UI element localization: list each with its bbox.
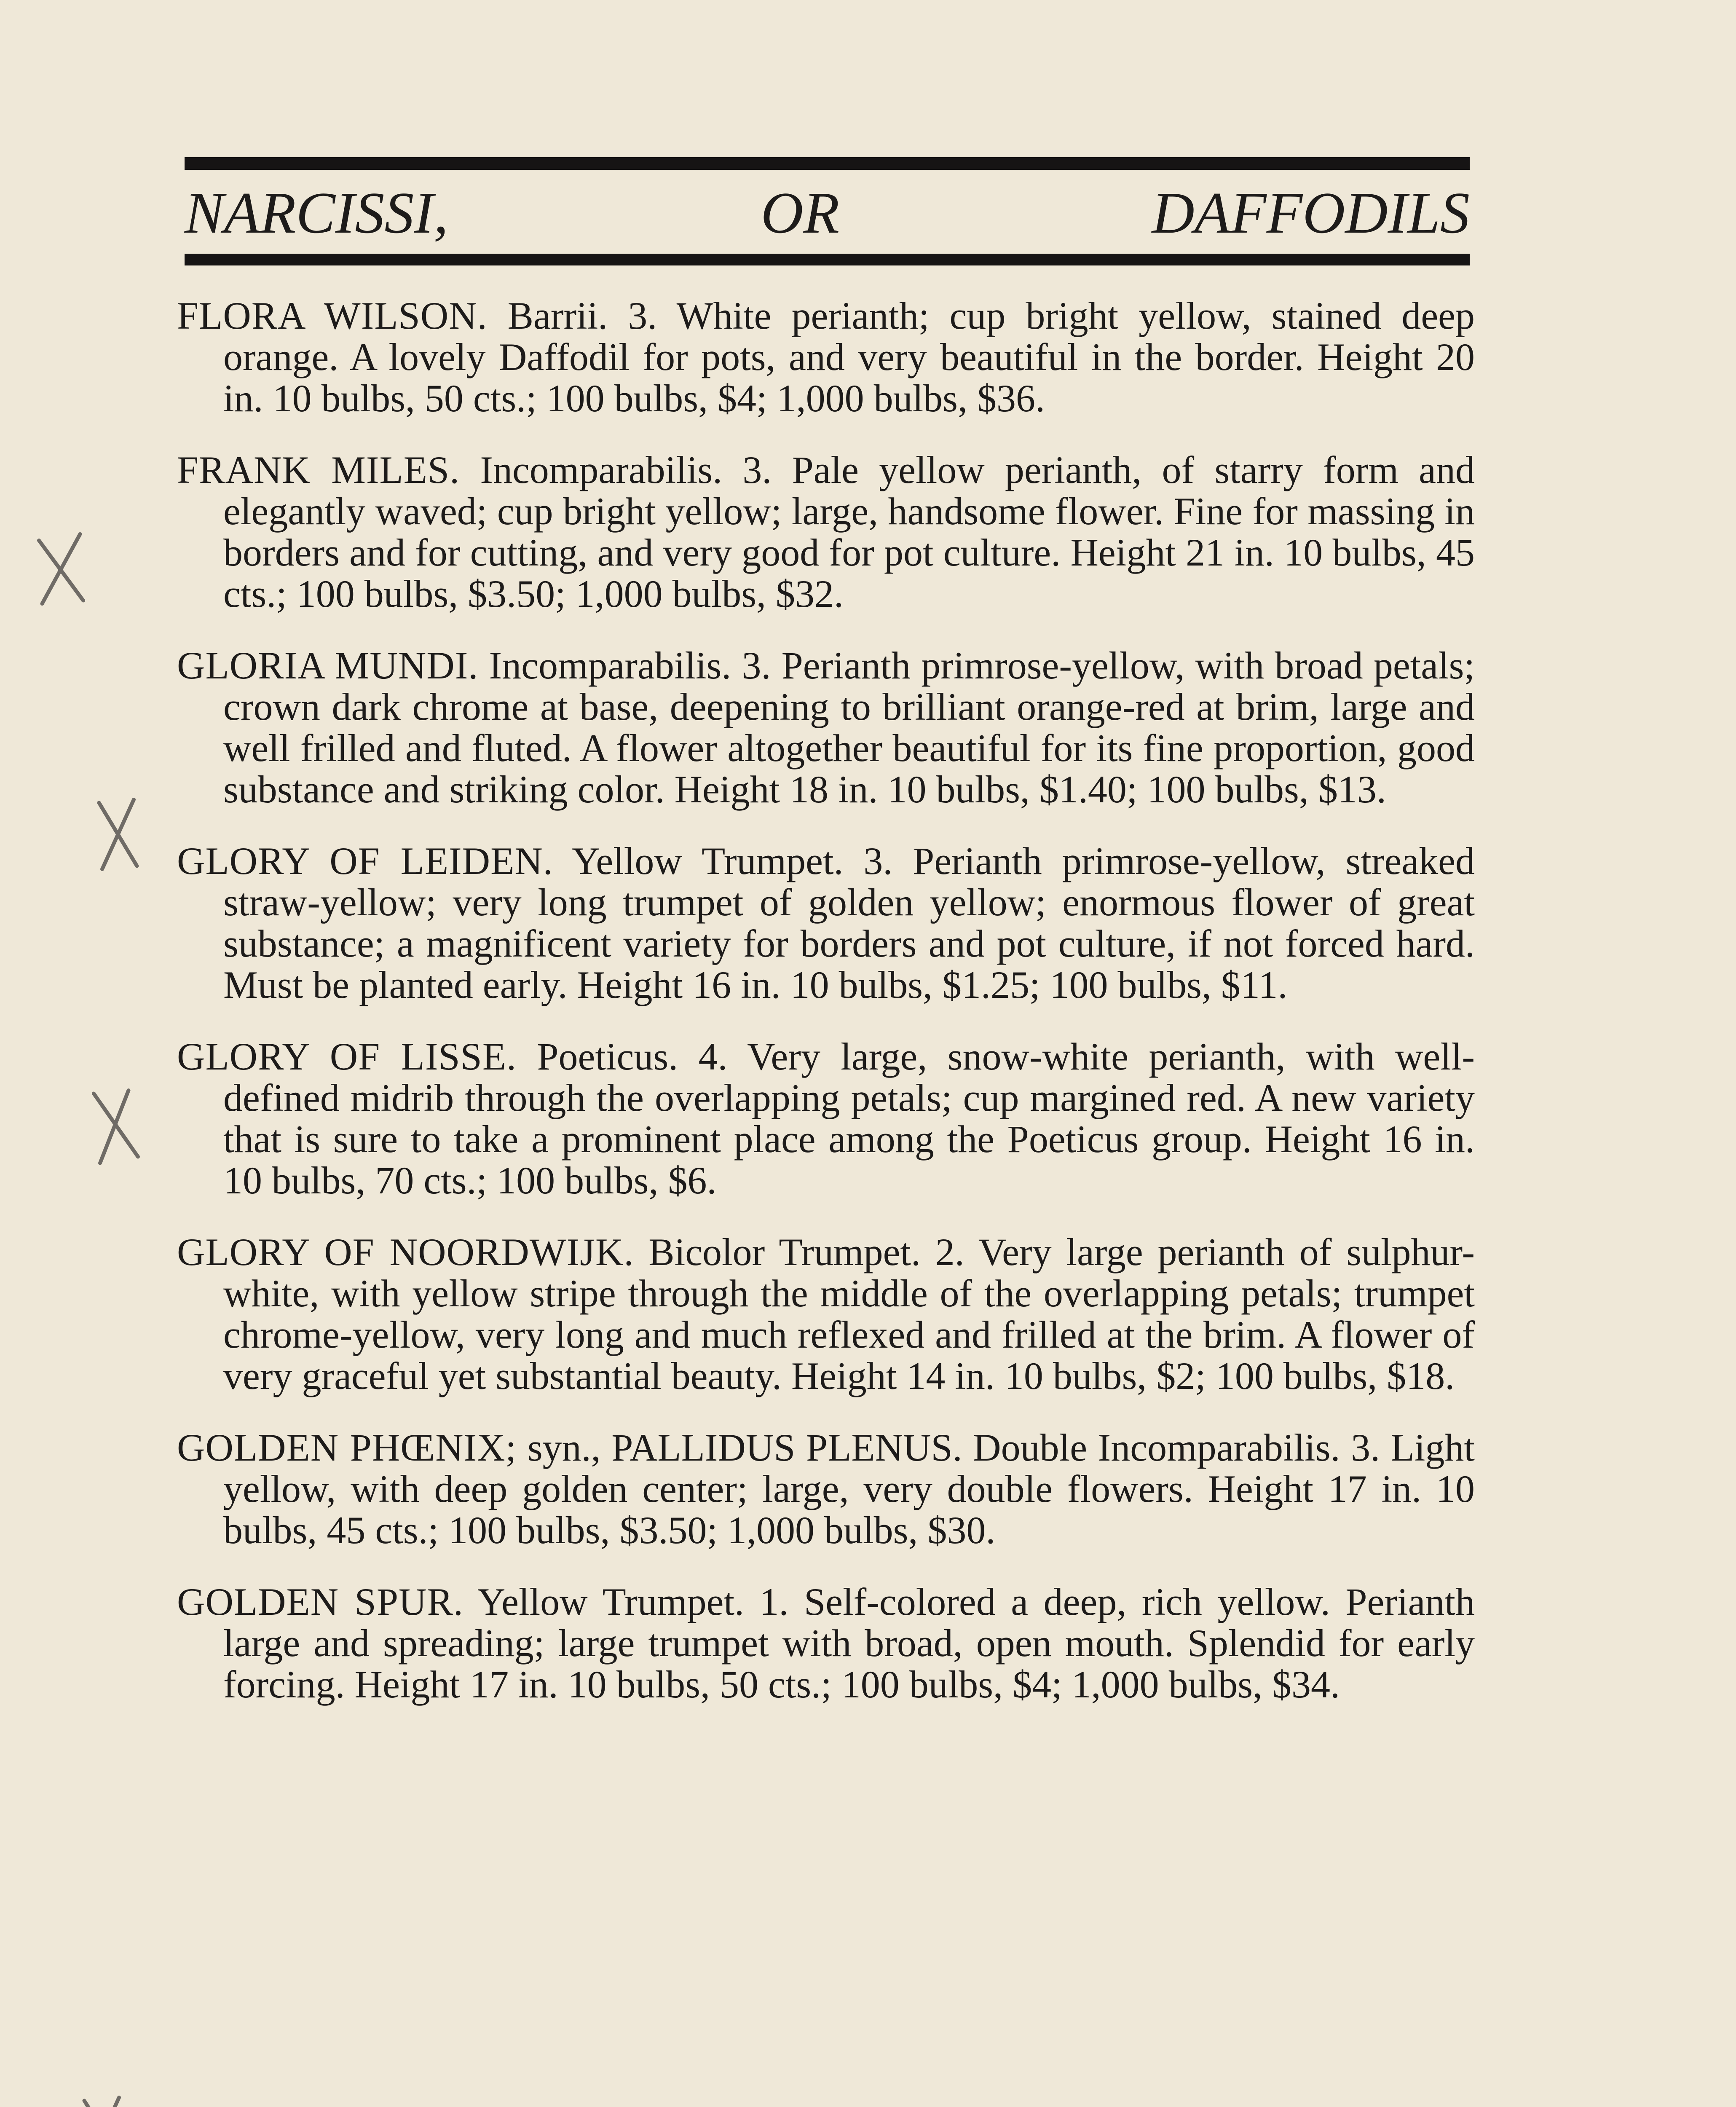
variety-name: GOLDEN PHŒNIX; [177,1426,517,1469]
catalog-entry [177,449,1475,614]
variety-description: Yellow Trumpet. 1. Self-colored a deep, rich yellow. Perianth large and spreading; large trumpet with broad, open mouth. Splendid for early forcing. Height 17 in. 10 bulbs, 50 cts.; 100 bulbs, $4; 1,000 bulbs, $34. [223,1580,1475,1706]
variety-name: GLORIA MUNDI. [177,644,479,687]
variety-name: GLORY OF LISSE. [177,1035,517,1078]
catalog-entry [177,1581,1475,1705]
variety-name: GOLDEN SPUR. [177,1580,463,1623]
catalog-entry [177,645,1475,810]
header-word-1: NARCISSI, [185,180,449,246]
header-word-2: OR [761,180,840,246]
pencil-x-mark-icon [86,792,150,877]
variety-description: Incomparabilis. 3. Perianth primrose-yellow, with broad petals; crown dark chrome at base, deepening to brilliant orange-red at brim, large and well frilled and fluted. A flower altogether beautiful for its fine proportion, good substance and striking color. Height 18 in. 10 bulbs, $1.40; 100 bulbs, $13. [223,644,1475,811]
catalog-entry [177,1231,1475,1397]
header-top-rule [185,157,1470,170]
variety-description: Incomparabilis. 3. Pale yellow perianth, of starry form and elegantly waved; cup bright yellow; large, handsome flower. Fine for massing in borders and for cutting, and very good for pot culture. Height 21 in. 10 bulbs, 45 cts.; 100 bulbs, $3.50; 1,000 bulbs, $32. [223,448,1475,615]
pencil-x-mark-icon [84,1083,147,1167]
variety-description: Yellow Trumpet. 3. Perianth primrose-yellow, streaked straw-yellow; very long trumpet of golden yellow; enormous flower of great substance; a magnificent variety for borders and pot culture, if not forced hard. Must be planted early. Height 16 in. 10 bulbs, $1.25; 100 bulbs, $11. [223,839,1475,1006]
variety-description: Barrii. 3. White perianth; cup bright yellow, stained deep orange. A lovely Daffodil for pots, and very beautiful in the border. Height 20 in. 10 bulbs, 50 cts.; 100 bulbs, $4; 1,000 bulbs, $36. [223,294,1475,420]
variety-description: syn., PALLIDUS PLENUS. Double Incomparabilis. 3. Light yellow, with deep golden center; large, very double flowers. Height 17 in. 10 bulbs, 45 cts.; 100 bulbs, $3.50; 1,000 bulbs, $30. [223,1426,1475,1552]
variety-name: FLORA WILSON. [177,294,488,337]
variety-description: Poeticus. 4. Very large, snow-white perianth, with well-defined midrib through the overlapping petals; cup margined red. A new variety that is sure to take a prominent place among the Poeticus group. Height 16 in. 10 bulbs, 70 cts.; 100 bulbs, $6. [223,1035,1475,1202]
catalog-entries [177,295,1475,1735]
catalog-entry [177,295,1475,419]
pencil-x-mark-icon [72,2090,135,2107]
header-word-3: DAFFODILS [1152,180,1470,246]
pencil-x-mark-icon [29,527,93,611]
variety-description: Bicolor Trumpet. 2. Very large perianth of sulphur-white, with yellow stripe through the middle of the overlapping petals; trumpet chrome-yellow, very long and much reflexed and frilled at the brim. A flower of very graceful yet substantial beauty. Height 14 in. 10 bulbs, $2; 100 bulbs, $18. [223,1230,1475,1397]
catalog-entry [177,1427,1475,1551]
header-bottom-rule [185,254,1470,265]
variety-name: GLORY OF LEIDEN. [177,839,553,882]
catalog-entry [177,1036,1475,1201]
running-header [185,177,1470,249]
catalog-entry [177,840,1475,1005]
variety-name: GLORY OF NOORDWIJK. [177,1230,634,1273]
variety-name: FRANK MILES. [177,448,460,491]
